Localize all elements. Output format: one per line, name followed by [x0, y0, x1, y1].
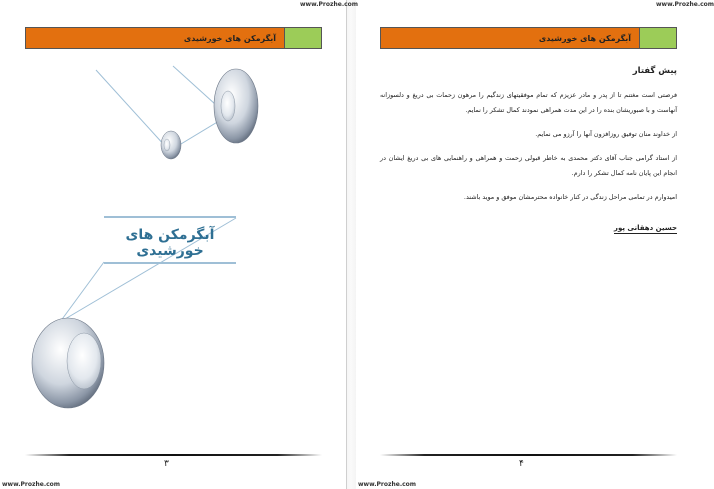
- left-page: [0, 0, 346, 489]
- right-page-number: ۴: [519, 459, 524, 469]
- preface-paragraph-4: امیدوارم در تمامی مراحل زندگی در کنار خانواده محترمشان موفق و موید باشند.: [463, 193, 677, 201]
- preface-signature: حسین دهقانی پور: [613, 224, 677, 232]
- preface-content: [380, 66, 677, 234]
- orb-large-top: [214, 69, 258, 143]
- preface-heading: پیش گفتار: [632, 66, 677, 76]
- right-header-green: [639, 28, 676, 48]
- left-footer-rule: [25, 454, 322, 456]
- orb-small: [161, 131, 181, 159]
- site-url-top-right[interactable]: www.Prozhe.com: [656, 1, 714, 8]
- page-gutter: [346, 0, 356, 489]
- page-gutter-line: [346, 0, 347, 489]
- site-url-bottom-right[interactable]: www.Prozhe.com: [358, 481, 417, 488]
- right-footer-rule: [380, 454, 677, 456]
- cover-title: آبگرمکن های خورشیدی: [125, 227, 215, 259]
- cover-title-box: [104, 216, 236, 264]
- site-url-top-left[interactable]: www.Prozhe.com: [300, 1, 359, 8]
- preface-paragraph-2: از خداوند منان توفیق روزافزون آنها را آرزو می نمایم.: [535, 130, 677, 138]
- cover-title-rule-bottom: [104, 262, 236, 264]
- right-header-bar: [380, 27, 677, 49]
- decoration-line-5: [60, 262, 104, 322]
- right-header-title: آبگرمکن های خورشیدی: [538, 33, 631, 43]
- right-header-orange: [381, 28, 639, 48]
- orb-large-bottom: [32, 318, 104, 408]
- left-header-title: آبگرمکن های خورشیدی: [183, 33, 276, 43]
- preface-paragraph-1: فرصتی است مغتنم تا از پدر و مادر عزیزم که تمام موفقیتهای زندگیم را مرهون زحمات بی دریغ و دلسوزانه آنهاست و با صبوریشان بنده را در این مدت همراهی نمودند کمال تشکر را نمایم.: [380, 91, 677, 114]
- cover-title-rule-top: [104, 216, 236, 218]
- decoration-line-1: [96, 70, 166, 147]
- preface-paragraph-3: از استاد گرامی جناب آقای دکتر محمدی به خاطر قبولی زحمت و همراهی و راهنمایی های بی دریغ ایشان در انجام این پایان نامه کمال تشکر را دارم.: [380, 154, 677, 177]
- left-page-number: ۳: [164, 459, 169, 469]
- site-url-bottom-left[interactable]: www.Prozhe.com: [2, 481, 61, 488]
